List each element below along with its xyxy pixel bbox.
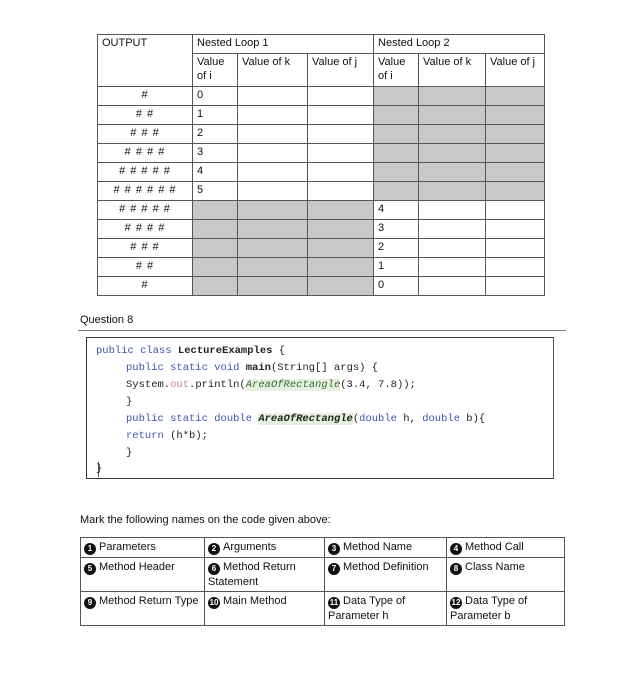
loop1-j-cell xyxy=(308,144,374,163)
loop2-i-cell: 3 xyxy=(374,220,419,239)
loop1-k-cell xyxy=(238,277,308,296)
code-box xyxy=(86,337,554,479)
mark-item-label: Data Type of Parameter b xyxy=(450,595,528,622)
number-badge-icon: 9 xyxy=(84,597,96,609)
loop2-k-cell xyxy=(419,182,486,201)
loop1-j-cell xyxy=(308,87,374,106)
loop1-value-j-header: Value of j xyxy=(308,54,374,87)
loop-row xyxy=(98,201,545,220)
output-cell: # xyxy=(98,87,193,106)
mark-item xyxy=(325,538,447,558)
mark-item xyxy=(447,538,565,558)
loop2-i-cell: 2 xyxy=(374,239,419,258)
loop1-i-cell: 5 xyxy=(193,182,238,201)
number-badge-icon: 2 xyxy=(208,543,220,555)
loop1-j-cell xyxy=(308,106,374,125)
loop2-i-cell: 1 xyxy=(374,258,419,277)
loop1-k-cell xyxy=(238,220,308,239)
loop1-j-cell xyxy=(308,239,374,258)
output-cell: # # xyxy=(98,258,193,277)
number-badge-icon: 3 xyxy=(328,543,340,555)
output-cell: # # # # # xyxy=(98,201,193,220)
loop2-j-cell xyxy=(486,106,545,125)
number-badge-icon: 12 xyxy=(451,598,461,607)
loop1-i-cell xyxy=(193,258,238,277)
loop2-value-j-header: Value of j xyxy=(486,54,545,87)
output-cell: # # # # # # xyxy=(98,182,193,201)
loop2-j-cell xyxy=(486,277,545,296)
output-cell: # # # xyxy=(98,125,193,144)
loop2-i-cell: 0 xyxy=(374,277,419,296)
loop1-j-cell xyxy=(308,220,374,239)
mark-item-label: Method Return Type xyxy=(99,595,199,607)
output-cell: # # xyxy=(98,106,193,125)
number-badge-icon: 6 xyxy=(208,563,220,575)
code-line-7: } xyxy=(126,447,133,459)
loop2-j-cell xyxy=(486,220,545,239)
loop2-i-cell xyxy=(374,125,419,144)
loop1-k-cell xyxy=(238,163,308,182)
mark-item-label: Method Call xyxy=(465,541,524,553)
loop-row xyxy=(98,144,545,163)
loop2-i-cell xyxy=(374,163,419,182)
mark-items-table xyxy=(80,537,565,626)
code-line-8: } xyxy=(96,463,103,475)
loop2-k-cell xyxy=(419,220,486,239)
code-line-5: public static double AreaOfRectangle(double h, double b){ xyxy=(126,413,486,425)
loop1-i-cell xyxy=(193,239,238,258)
loop1-j-cell xyxy=(308,258,374,277)
loop2-i-cell xyxy=(374,87,419,106)
loop2-j-cell xyxy=(486,182,545,201)
loop1-i-cell: 4 xyxy=(193,163,238,182)
mark-item xyxy=(205,558,325,592)
output-cell: # xyxy=(98,277,193,296)
loop1-j-cell xyxy=(308,277,374,296)
loop-row xyxy=(98,106,545,125)
loop-row xyxy=(98,182,545,201)
output-header: OUTPUT xyxy=(98,35,193,87)
loop-row xyxy=(98,220,545,239)
loop2-i-cell xyxy=(374,144,419,163)
mark-item-label: Data Type of Parameter h xyxy=(328,595,406,622)
loop2-value-k-header: Value of k xyxy=(419,54,486,87)
loop2-j-cell xyxy=(486,87,545,106)
number-badge-icon: 1 xyxy=(84,543,96,555)
loop-row xyxy=(98,258,545,277)
loop1-i-cell: 3 xyxy=(193,144,238,163)
loop2-j-cell xyxy=(486,144,545,163)
mark-item-label: Method Name xyxy=(343,541,413,553)
mark-row xyxy=(81,538,565,558)
number-badge-icon: 10 xyxy=(209,598,219,607)
loop2-j-cell xyxy=(486,163,545,182)
loop2-k-cell xyxy=(419,144,486,163)
nested-loop-table xyxy=(97,34,545,296)
loop2-k-cell xyxy=(419,87,486,106)
mark-item xyxy=(81,592,205,626)
loop1-j-cell xyxy=(308,182,374,201)
mark-item xyxy=(81,558,205,592)
loop-row xyxy=(98,87,545,106)
number-badge-icon: 7 xyxy=(328,563,340,575)
loop1-k-cell xyxy=(238,106,308,125)
loop1-k-cell xyxy=(238,144,308,163)
loop2-k-cell xyxy=(419,277,486,296)
mark-item-label: Main Method xyxy=(223,595,287,607)
loop2-value-i-header: Value of i xyxy=(374,54,419,87)
mark-item xyxy=(205,538,325,558)
number-badge-icon: 5 xyxy=(84,563,96,575)
number-badge-icon: 4 xyxy=(450,543,462,555)
loop-row xyxy=(98,277,545,296)
loop2-j-cell xyxy=(486,201,545,220)
loop1-k-cell xyxy=(238,239,308,258)
loop1-k-cell xyxy=(238,258,308,277)
loop1-i-cell xyxy=(193,220,238,239)
loop2-k-cell xyxy=(419,125,486,144)
code-line-4: } xyxy=(126,396,133,408)
loop1-j-cell xyxy=(308,201,374,220)
mark-item-label: Method Return Statement xyxy=(208,561,296,588)
mark-item-label: Method Header xyxy=(99,561,175,573)
loop1-k-cell xyxy=(238,201,308,220)
mark-item-label: Parameters xyxy=(99,541,156,553)
loop1-j-cell xyxy=(308,163,374,182)
mark-item-label: Class Name xyxy=(465,561,525,573)
code-line-1: public class LectureExamples { xyxy=(96,345,286,357)
output-cell: # # # # xyxy=(98,144,193,163)
output-cell: # # # # xyxy=(98,220,193,239)
loop2-j-cell xyxy=(486,125,545,144)
loop2-k-cell xyxy=(419,239,486,258)
loop1-i-cell: 2 xyxy=(193,125,238,144)
loop2-k-cell xyxy=(419,163,486,182)
mark-item xyxy=(325,592,447,626)
output-cell: # # # # # xyxy=(98,163,193,182)
loop1-value-i-header: Value of i xyxy=(193,54,238,87)
output-cell: # # # xyxy=(98,239,193,258)
loop1-i-cell xyxy=(193,277,238,296)
question-title: Question 8 xyxy=(80,314,134,326)
loop1-header: Nested Loop 1 xyxy=(193,35,374,54)
loop2-i-cell: 4 xyxy=(374,201,419,220)
code-line-3: System.out.println(AreaOfRectangle(3.4, 7.8)); xyxy=(126,379,416,391)
code-line-6: return (h*b); xyxy=(126,430,208,442)
mark-item xyxy=(325,558,447,592)
loop1-i-cell: 0 xyxy=(193,87,238,106)
mark-row xyxy=(81,558,565,592)
loop1-k-cell xyxy=(238,87,308,106)
loop2-j-cell xyxy=(486,239,545,258)
loop-row xyxy=(98,239,545,258)
loop1-value-k-header: Value of k xyxy=(238,54,308,87)
loop2-k-cell xyxy=(419,201,486,220)
loop2-k-cell xyxy=(419,258,486,277)
loop2-header: Nested Loop 2 xyxy=(374,35,545,54)
loop1-k-cell xyxy=(238,182,308,201)
loop2-i-cell xyxy=(374,106,419,125)
mark-item xyxy=(447,592,565,626)
loop1-i-cell: 1 xyxy=(193,106,238,125)
loop-row xyxy=(98,163,545,182)
loop1-i-cell xyxy=(193,201,238,220)
mark-item xyxy=(447,558,565,592)
loop2-j-cell xyxy=(486,258,545,277)
mark-item xyxy=(205,592,325,626)
number-badge-icon: 8 xyxy=(450,563,462,575)
mark-item-label: Arguments xyxy=(223,541,277,553)
loop-row xyxy=(98,125,545,144)
loop1-k-cell xyxy=(238,125,308,144)
mark-item-label: Method Definition xyxy=(343,561,429,573)
loop1-j-cell xyxy=(308,125,374,144)
instruction-text: Mark the following names on the code given above: xyxy=(80,514,331,526)
divider xyxy=(78,330,566,331)
number-badge-icon: 11 xyxy=(329,598,339,607)
loop2-i-cell xyxy=(374,182,419,201)
mark-row xyxy=(81,592,565,626)
code-line-2: public static void main(String[] args) { xyxy=(126,362,379,374)
loop2-k-cell xyxy=(419,106,486,125)
mark-item xyxy=(81,538,205,558)
